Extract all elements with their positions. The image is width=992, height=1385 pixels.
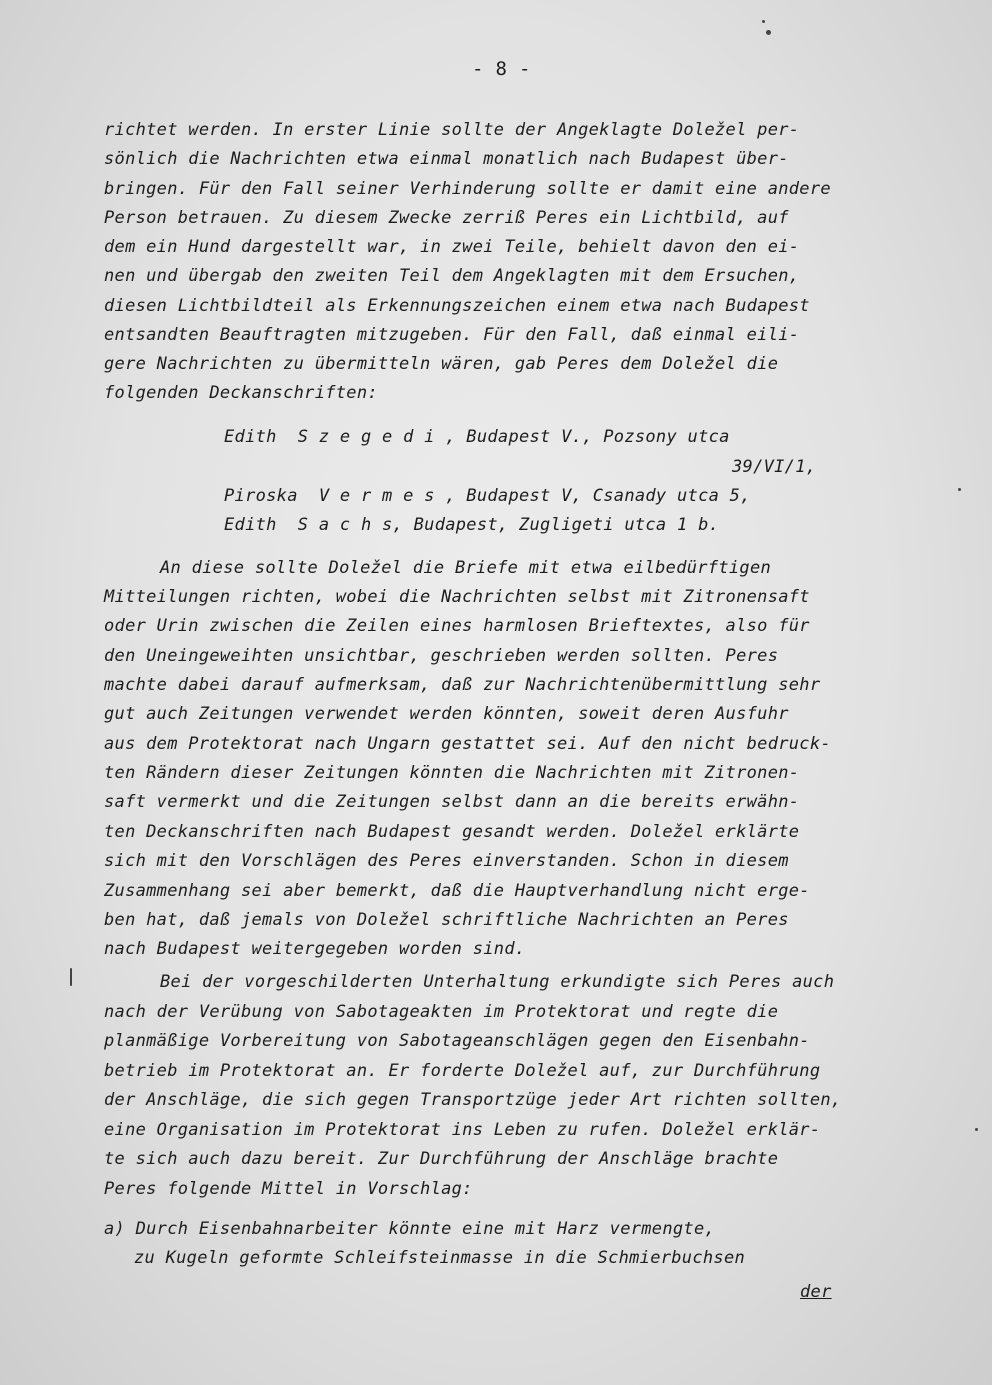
text-line: betrieb im Protektorat an. Er forderte Doležel auf, zur Durchführung (104, 1061, 821, 1081)
text-line: gut auch Zeitungen verwendet werden könnten, soweit deren Ausfuhr (104, 704, 789, 724)
catchword: der (800, 1282, 832, 1302)
text-line: planmäßige Vorbereitung von Sabotageanschlägen gegen den Eisenbahn- (104, 1031, 810, 1051)
text-line: nach der Verübung von Sabotageakten im Protektorat und regte die (104, 1002, 779, 1022)
page-number: - 8 - (472, 58, 531, 80)
text-line: diesen Lichtbildteil als Erkennungszeichen einem etwa nach Budapest (104, 296, 810, 316)
list-item-line: a) Durch Eisenbahnarbeiter könnte eine mit Harz vermengte, (104, 1219, 716, 1239)
text-line: eine Organisation im Protektorat ins Leben zu rufen. Doležel erklär- (104, 1120, 821, 1140)
text-line: sich mit den Vorschlägen des Peres einverstanden. Schon in diesem (104, 851, 789, 871)
address-line: Piroska V e r m e s , Budapest V, Csanady utca 5, (224, 486, 751, 506)
text-line: dem ein Hund dargestellt war, in zwei Teile, behielt davon den ei- (104, 237, 800, 257)
text-line: te sich auch dazu bereit. Zur Durchführung der Anschläge brachte (104, 1149, 779, 1169)
text-line: ten Deckanschriften nach Budapest gesandt werden. Doležel erklärte (104, 822, 800, 842)
text-line: Bei der vorgeschilderten Unterhaltung erkundigte sich Peres auch (160, 972, 835, 992)
text-line: folgenden Deckanschriften: (104, 383, 378, 403)
text-line: entsandten Beauftragten mitzugeben. Für den Fall, daß einmal eili- (104, 325, 800, 345)
text-line: Mitteilungen richten, wobei die Nachrichten selbst mit Zitronensaft (104, 587, 810, 607)
text-line: bringen. Für den Fall seiner Verhinderung sollte er damit eine andere (104, 179, 831, 199)
text-line: nen und übergab den zweiten Teil dem Angeklagten mit dem Ersuchen, (104, 266, 800, 286)
scan-speck (762, 20, 765, 23)
text-line: gere Nachrichten zu übermitteln wären, gab Peres dem Doležel die (104, 354, 779, 374)
text-line: An diese sollte Doležel die Briefe mit etwa eilbedürftigen (160, 558, 772, 578)
address-line: Edith S a c h s, Budapest, Zugligeti utca 1 b. (224, 515, 720, 535)
list-item-line: zu Kugeln geformte Schleifsteinmasse in die Schmierbuchsen (134, 1248, 746, 1268)
text-line: Peres folgende Mittel in Vorschlag: (104, 1179, 473, 1199)
scan-speck (975, 1128, 978, 1131)
text-line: aus dem Protektorat nach Ungarn gestattet sei. Auf den nicht bedruck- (104, 734, 831, 754)
text-line: oder Urin zwischen die Zeilen eines harmlosen Brieftextes, also für (104, 616, 810, 636)
text-line: ten Rändern dieser Zeitungen könnten die Nachrichten mit Zitronen- (104, 763, 800, 783)
address-line: 39/VI/1, (732, 457, 817, 477)
text-line: den Uneingeweihten unsichtbar, geschrieben werden sollten. Peres (104, 646, 779, 666)
text-line: Person betrauen. Zu diesem Zwecke zerriß Peres ein Lichtbild, auf (104, 208, 789, 228)
text-line: nach Budapest weitergegeben worden sind. (104, 939, 526, 959)
text-line: der Anschläge, die sich gegen Transportzüge jeder Art richten sollten, (104, 1090, 842, 1110)
text-line: saft vermerkt und die Zeitungen selbst dann an die bereits erwähn- (104, 792, 800, 812)
scan-speck (958, 488, 961, 491)
text-line: sönlich die Nachrichten etwa einmal monatlich nach Budapest über- (104, 149, 789, 169)
scan-speck (766, 30, 771, 35)
address-line: Edith S z e g e d i , Budapest V., Pozsony utca (224, 427, 730, 447)
scan-speck (70, 968, 72, 986)
text-line: richtet werden. In erster Linie sollte der Angeklagte Doležel per- (104, 120, 800, 140)
text-line: Zusammenhang sei aber bemerkt, daß die Hauptverhandlung nicht erge- (104, 881, 810, 901)
text-line: ben hat, daß jemals von Doležel schriftliche Nachrichten an Peres (104, 910, 789, 930)
text-line: machte dabei darauf aufmerksam, daß zur Nachrichtenübermittlung sehr (104, 675, 821, 695)
